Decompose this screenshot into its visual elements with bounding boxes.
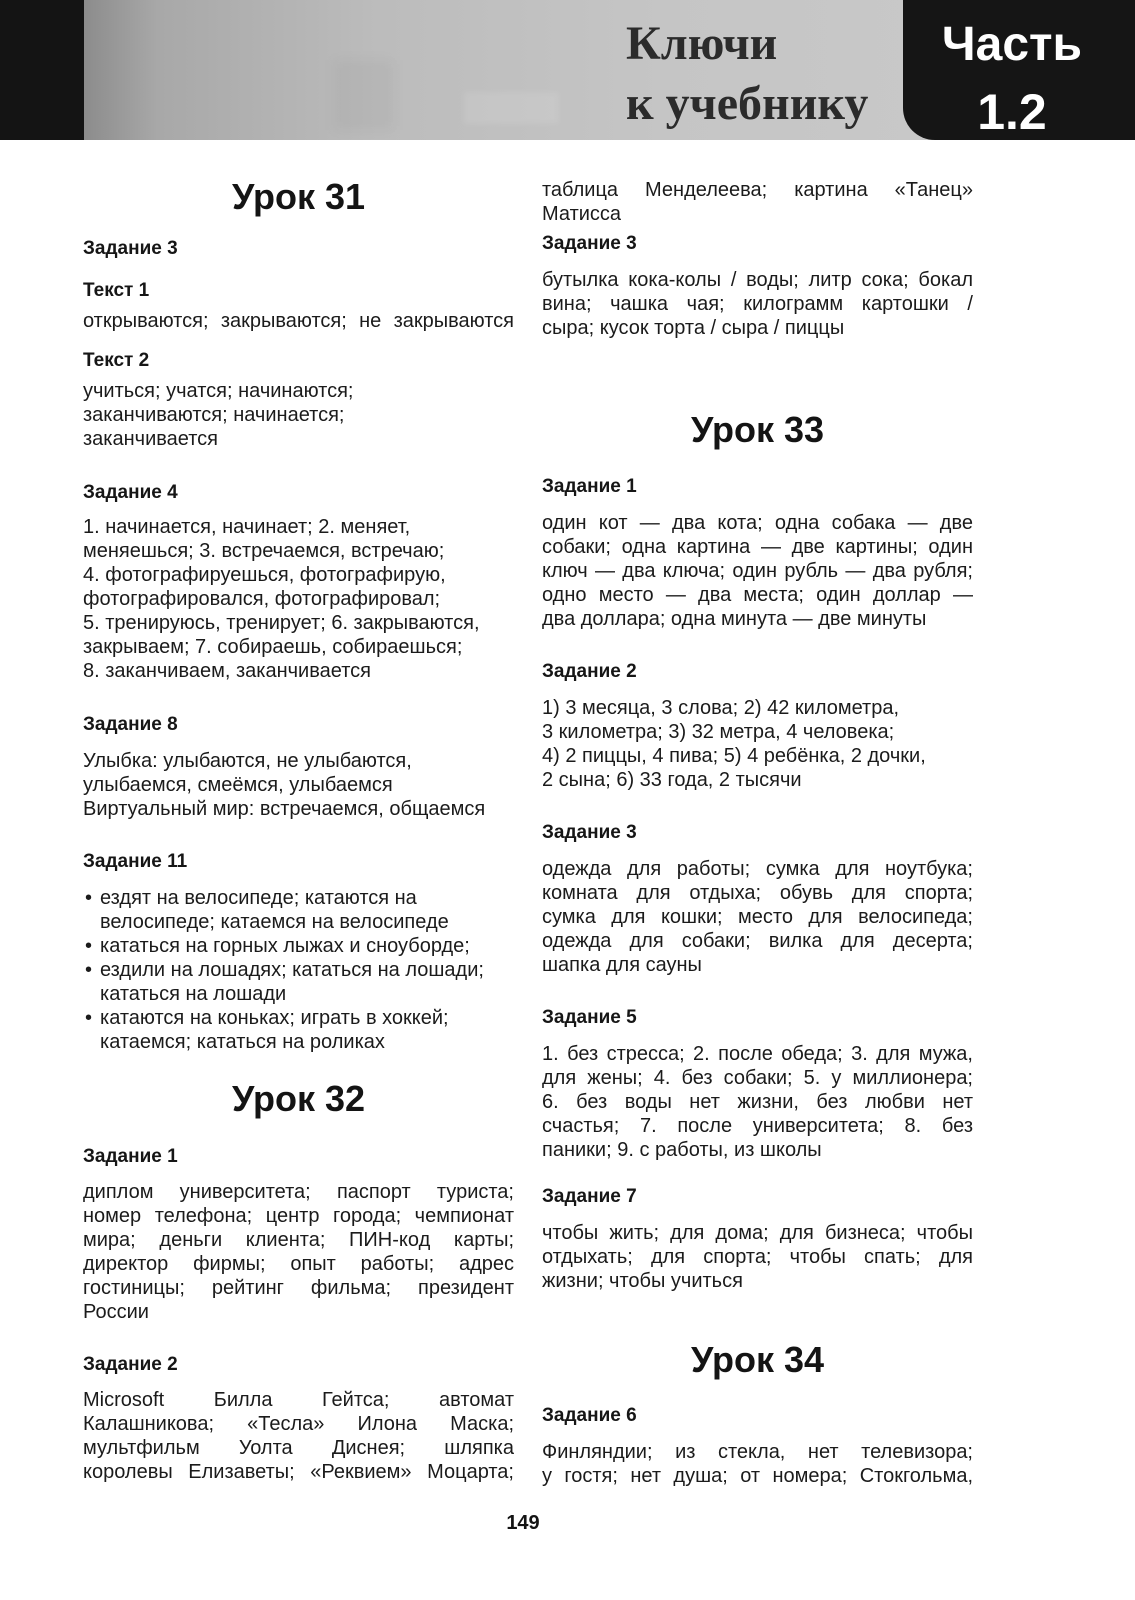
answer-line: комната для отдыха; обувь для спорта; — [542, 882, 973, 904]
page-number: 149 — [506, 1512, 540, 1534]
task-heading: Задание 3 — [542, 233, 637, 254]
subtask-heading: Текст 2 — [83, 350, 150, 371]
answer-line: один кот — два кота; одна собака — две — [542, 512, 973, 534]
answer-paragraph — [542, 268, 973, 340]
task-heading: Задание 2 — [83, 1354, 178, 1375]
answer-line: 1. без стресса; 2. после обеда; 3. для мужа, — [542, 1043, 973, 1065]
bullet-list — [83, 886, 514, 1054]
answer-line: королевы Елизаветы; «Реквием» Моцарта; — [83, 1461, 514, 1483]
answer-line: у гостя; нет душа; от номера; Стокгольма, — [542, 1465, 973, 1487]
answer-line: 1) 3 месяца, 3 слова; 2) 42 километра, — [542, 697, 900, 719]
task-heading: Задание 3 — [83, 238, 178, 259]
bullet-item — [83, 934, 514, 958]
answer-line: велосипеде; катаемся на велосипеде — [100, 911, 449, 933]
answer-line: сыра; кусок торта / сыра / пиццы — [542, 317, 845, 339]
answer-line: Калашникова; «Тесла» Илона Маска; — [83, 1413, 514, 1435]
answer-paragraph — [542, 511, 973, 631]
task-heading: Задание 7 — [542, 1186, 637, 1207]
answer-line: катаемся; кататься на роликах — [100, 1031, 385, 1053]
bullet-item — [83, 958, 514, 1006]
answer-line: гостиницы; рейтинг фильма; президент — [83, 1277, 514, 1299]
answer-line: Microsoft Билла Гейтса; автомат — [83, 1389, 514, 1411]
answer-line: собаки; одна картина — две картины; один — [542, 536, 973, 558]
answer-line: отдыхать; для спорта; чтобы спать; для — [542, 1246, 973, 1268]
answer-line: ключ — два ключа; один рубль — два рубля; — [542, 560, 973, 582]
answer-line: одежда для работы; сумка для ноутбука; — [542, 858, 973, 880]
answer-line: России — [83, 1301, 149, 1323]
section-title-line: Ключи — [626, 17, 778, 70]
answer-paragraph — [83, 749, 514, 821]
answer-line: 4. фотографируешься, фотографирую, — [83, 564, 446, 586]
answer-line: 3 километра; 3) 32 метра, 4 человека; — [542, 721, 895, 743]
answer-line: закрываем; 7. собираешь, собираешься; — [83, 636, 463, 658]
task-heading: Задание 8 — [83, 714, 178, 735]
answer-line: Матисса — [542, 203, 622, 225]
answer-line: Финляндии; из стекла, нет телевизора; — [542, 1441, 973, 1463]
answer-paragraph — [542, 696, 973, 792]
task-heading: Задание 3 — [542, 822, 637, 843]
answer-line: таблица Менделеева; картина «Танец» — [542, 179, 973, 201]
answer-paragraph — [542, 1440, 973, 1488]
answer-line: одно место — два места; один доллар — — [542, 584, 973, 606]
bullet-icon — [85, 934, 92, 958]
answer-paragraph — [83, 309, 514, 333]
bullet-icon — [85, 958, 92, 982]
answer-line: мира; деньги клиента; ПИН-код карты; — [83, 1229, 514, 1251]
task-heading: Задание 6 — [542, 1405, 637, 1426]
answer-paragraph — [83, 379, 514, 451]
answer-line: кататься на лошади — [100, 983, 287, 1005]
answer-line: 5. тренируюсь, тренирует; 6. закрываются, — [83, 612, 480, 634]
answer-line: открываются; закрываются; не закрываются — [83, 310, 514, 332]
section-title-line: к учебнику — [626, 77, 869, 130]
bullet-item — [83, 886, 514, 934]
answer-line: сумка для кошки; место для велосипеда; — [542, 906, 973, 928]
answer-line: 1. начинается, начинает; 2. меняет, — [83, 516, 411, 538]
answer-line: чтобы жить; для дома; для бизнеса; чтобы — [542, 1222, 973, 1244]
answer-paragraph — [542, 1221, 973, 1293]
answer-line: Виртуальный мир: встречаемся, общаемся — [83, 798, 486, 820]
answer-line: жизни; чтобы учиться — [542, 1270, 743, 1292]
answer-line: заканчивается — [83, 428, 218, 450]
answer-line: ездят на велосипеде; катаются на — [100, 887, 417, 909]
answer-line: два доллара; одна минута — две минуты — [542, 608, 927, 630]
answer-line: кататься на горных лыжах и сноуборде; — [100, 935, 470, 957]
task-heading: Задание 2 — [542, 661, 637, 682]
answer-paragraph — [542, 1042, 973, 1162]
task-heading: Задание 1 — [83, 1146, 178, 1167]
lesson-heading: Урок 34 — [690, 1339, 825, 1380]
header-left-bar — [0, 0, 84, 140]
answer-paragraph-continued — [542, 178, 973, 226]
bullet-icon — [85, 886, 92, 910]
lesson-heading: Урок 32 — [231, 1078, 366, 1119]
answer-line: Улыбка: улыбаются, не улыбаются, — [83, 750, 412, 772]
answer-paragraph — [83, 1388, 514, 1484]
answer-line: вина; чашка чая; килограмм картошки / — [542, 293, 973, 315]
left-column — [83, 0, 514, 1600]
task-heading: Задание 1 — [542, 476, 637, 497]
answer-line: заканчиваются; начинается; — [83, 404, 345, 426]
answer-line: одежда для собаки; вилка для десерта; — [542, 930, 973, 952]
answer-line: бутылка кока-колы / воды; литр сока; бокал — [542, 269, 973, 291]
lesson-heading: Урок 33 — [690, 409, 825, 450]
answer-line: катаются на коньках; играть в хоккей; — [100, 1007, 449, 1029]
answer-paragraph — [542, 857, 973, 977]
answer-paragraph — [83, 515, 514, 683]
answer-line: меняешься; 3. встречаемся, встречаю; — [83, 540, 445, 562]
answer-line: паники; 9. с работы, из школы — [542, 1139, 822, 1161]
answer-paragraph — [83, 1180, 514, 1324]
lesson-heading: Урок 31 — [231, 176, 366, 217]
answer-line: номер телефона; центр города; чемпионат — [83, 1205, 514, 1227]
answer-line: 4) 2 пиццы, 4 пива; 5) 4 ребёнка, 2 дочки, — [542, 745, 926, 767]
bullet-item — [83, 1006, 514, 1054]
answer-line: фотографировался, фотографировал; — [83, 588, 441, 610]
answer-line: шапка для сауны — [542, 954, 702, 976]
answer-line: улыбаемся, смеёмся, улыбаемся — [83, 774, 393, 796]
answer-line: 6. без воды нет жизни, без любви нет — [542, 1091, 973, 1113]
answer-line: счастья; 7. после университета; 8. без — [542, 1115, 973, 1137]
right-column — [542, 0, 973, 1600]
task-heading: Задание 4 — [83, 482, 178, 503]
answer-line: 8. заканчиваем, заканчивается — [83, 660, 371, 682]
answer-line: мультфильм Уолта Диснея; шляпка — [83, 1437, 514, 1459]
part-number: 1.2 — [977, 84, 1047, 140]
task-heading: Задание 5 — [542, 1007, 637, 1028]
answer-line: для жены; 4. без собаки; 5. у миллионера; — [542, 1067, 973, 1089]
answer-line: 2 сына; 6) 33 года, 2 тысячи — [542, 769, 802, 791]
answer-line: ездили на лошадях; кататься на лошади; — [100, 959, 484, 981]
answer-line: диплом университета; паспорт туриста; — [83, 1181, 514, 1203]
bullet-icon — [85, 1006, 92, 1030]
task-heading: Задание 11 — [83, 851, 188, 872]
answer-line: директор фирмы; опыт работы; адрес — [83, 1253, 514, 1275]
subtask-heading: Текст 1 — [83, 280, 150, 301]
part-label: Часть — [941, 18, 1083, 71]
answer-line: учиться; учатся; начинаются; — [83, 380, 354, 402]
